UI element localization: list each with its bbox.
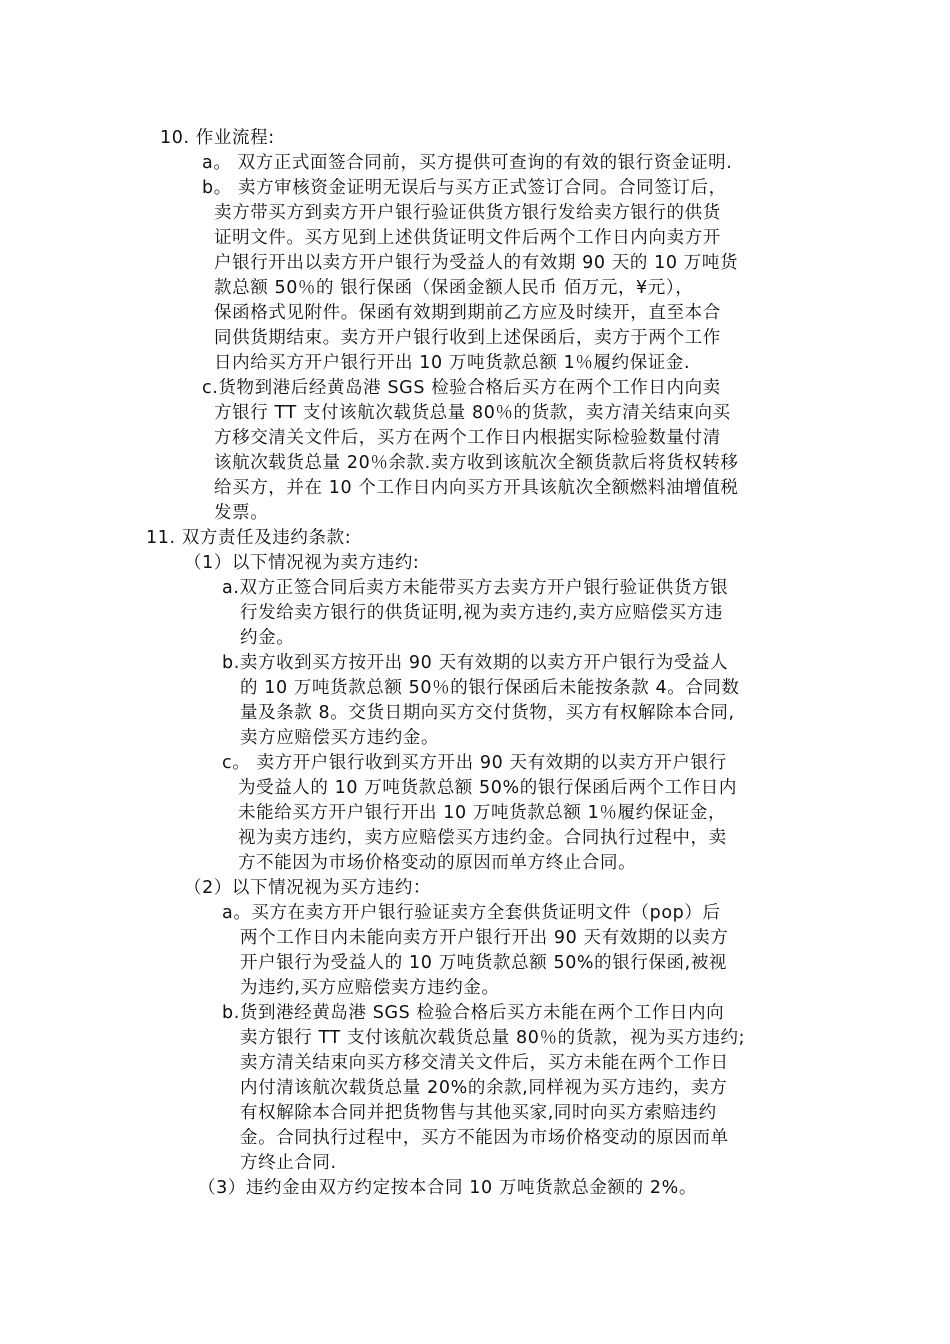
section-11-heading: 11. 双方责任及违约条款: bbox=[146, 528, 352, 548]
buyer-breach-item-b-line: b.货到港经黄岛港 SGS 检验合格后买方未能在两个工作日内向 bbox=[222, 1003, 725, 1023]
seller-breach-item-a-line: a.双方正签合同后卖方未能带买方去卖方开户银行验证供货方银 bbox=[222, 578, 729, 598]
seller-breach-item-b-line: 量及条款 8。交货日期向买方交付货物，买方有权解除本合同, bbox=[240, 703, 735, 723]
seller-breach-heading: （1）以下情况视为卖方违约: bbox=[184, 553, 420, 573]
seller-breach-item-c-line: c。 卖方开户银行收到买方开出 90 天有效期的以卖方开户银行 bbox=[222, 753, 727, 773]
section-10-item-a: a。 双方正式面签合同前，买方提供可查询的有效的银行资金证明. bbox=[202, 153, 733, 173]
buyer-breach-item-b-line: 有权解除本合同并把货物售与其他买家,同时向买方索赔违约 bbox=[240, 1103, 717, 1123]
penalty-clause: （3）违约金由双方约定按本合同 10 万吨货款总金额的 2%。 bbox=[198, 1178, 697, 1198]
section-10-heading: 10. 作业流程: bbox=[160, 128, 275, 148]
section-10-item-c-line: 方银行 TT 支付该航次载货总量 80％的货款，卖方清关结束向买 bbox=[214, 403, 731, 423]
section-10-item-b-line: 保函格式见附件。保函有效期到期前乙方应及时续开，直至本合 bbox=[214, 303, 721, 323]
seller-breach-item-b-line: 的 10 万吨货款总额 50％的银行保函后未能按条款 4。合同数 bbox=[240, 678, 740, 698]
section-10-item-c-line: 该航次载货总量 20％余款.卖方收到该航次全额货款后将货权转移 bbox=[214, 453, 739, 473]
buyer-breach-item-a-line: 两个工作日内未能向卖方开户银行开出 90 天有效期的以卖方 bbox=[240, 928, 729, 948]
buyer-breach-item-b-line: 方终止合同. bbox=[240, 1153, 337, 1173]
buyer-breach-heading: （2）以下情况视为买方违约： bbox=[184, 878, 432, 898]
section-10-item-b-line: 证明文件。买方见到上述供货证明文件后两个工作日内向卖方开 bbox=[214, 228, 721, 248]
section-10-item-c-line: 给买方，并在 10 个工作日内向买方开具该航次全额燃料油增值税 bbox=[214, 478, 739, 498]
seller-breach-item-b-line: b.卖方收到买方按开出 90 天有效期的以卖方开户银行为受益人 bbox=[222, 653, 729, 673]
section-10-item-b-line: 日内给买方开户银行开出 10 万吨货款总额 1％履约保证金. bbox=[214, 353, 691, 373]
section-10-item-b-line: 卖方带买方到卖方开户银行验证供货方银行发给卖方银行的供货 bbox=[214, 203, 721, 223]
seller-breach-item-a-line: 约金。 bbox=[240, 628, 295, 648]
buyer-breach-item-b-line: 卖方银行 TT 支付该航次载货总量 80％的货款，视为买方违约; bbox=[240, 1028, 746, 1048]
seller-breach-item-b-line: 卖方应赔偿买方违约金。 bbox=[240, 728, 440, 748]
section-10-item-c-line: c.货物到港后经黄岛港 SGS 检验合格后买方在两个工作日内向卖 bbox=[202, 378, 721, 398]
buyer-breach-item-b-line: 内付清该航次载货总量 20%的余款,同样视为买方违约，卖方 bbox=[240, 1078, 728, 1098]
buyer-breach-item-b-line: 卖方清关结束向买方移交清关文件后，买方未能在两个工作日 bbox=[240, 1053, 729, 1073]
seller-breach-item-c-line: 视为卖方违约，卖方应赔偿买方违约金。合同执行过程中，卖 bbox=[238, 828, 727, 848]
seller-breach-item-a-line: 行发给卖方银行的供货证明,视为卖方违约,卖方应赔偿买方违 bbox=[240, 603, 723, 623]
seller-breach-item-c-line: 方不能因为市场价格变动的原因而单方终止合同。 bbox=[238, 853, 637, 873]
section-10-item-b-line: 同供货期结束。卖方开户银行收到上述保函后，卖方于两个工作 bbox=[214, 328, 721, 348]
section-10-item-c-line: 方移交清关文件后，买方在两个工作日内根据实际检验数量付清 bbox=[214, 428, 721, 448]
section-10-item-c-line: 发票。 bbox=[214, 503, 269, 523]
section-10-item-b-line: 户银行开出以卖方开户银行为受益人的有效期 90 天的 10 万吨货 bbox=[214, 253, 739, 273]
buyer-breach-item-a-line: a。买方在卖方开户银行验证卖方全套供货证明文件（pop）后 bbox=[222, 903, 721, 923]
seller-breach-item-c-line: 未能给买方开户银行开出 10 万吨货款总额 1％履约保证金， bbox=[238, 803, 727, 823]
section-10-item-b-line: b。 卖方审核资金证明无误后与买方正式签订合同。合同签订后， bbox=[202, 178, 727, 198]
buyer-breach-item-a-line: 为违约,买方应赔偿卖方违约金。 bbox=[240, 978, 500, 998]
buyer-breach-item-b-line: 金。合同执行过程中，买方不能因为市场价格变动的原因而单 bbox=[240, 1128, 729, 1148]
buyer-breach-item-a-line: 开户银行为受益人的 10 万吨货款总额 50%的银行保函,被视 bbox=[240, 953, 728, 973]
section-10-item-b-line: 款总额 50％的 银行保函（保函金额人民币 佰万元，¥元）， bbox=[214, 278, 694, 298]
seller-breach-item-c-line: 为受益人的 10 万吨货款总额 50%的银行保函后两个工作日内 bbox=[238, 778, 737, 798]
